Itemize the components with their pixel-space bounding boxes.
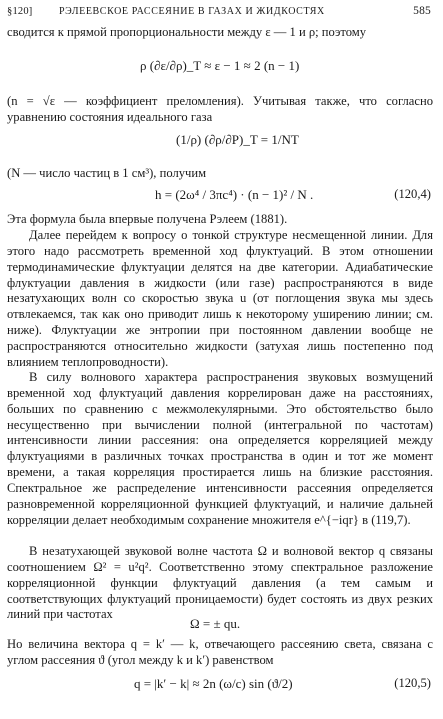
equation-1: ρ (∂ε/∂ρ)_T ≈ ε − 1 ≈ 2 (n − 1) <box>140 58 300 73</box>
paragraph-refraction: (n = √ε — коэффициент преломления). Учитывая также, что согласно уравнению состояния идеального газа <box>7 94 433 124</box>
paragraph-scattering-vector: Но величина вектора q = k′ — k, отвечающего рассеянию света, связана с углом рассеяния ϑ (угол между k и k′) равенством <box>7 637 433 667</box>
page-number: 585 <box>413 5 431 17</box>
chapter-title: РЭЛЕЕВСКОЕ РАССЕЯНИЕ В ГАЗАХ И ЖИДКОСТЯХ <box>59 6 325 17</box>
paragraph-line-1: сводится к прямой пропорциональности между ε — 1 и ρ; поэтому <box>7 25 367 39</box>
section-mark: §120] <box>7 6 33 17</box>
paragraph-fine-structure: Далее перейдем к вопросу о тонкой структуре несмещенной линии. Для этого надо рассмотреть временной ход флуктуаций. В этом отношении термодинамические флуктуации делятся на две категории. Адиабатические флуктуации давления в жидкости (или газе) распространяются в виде незатухающих волн со скоростью звука u (от поглощения звука мы здесь отвлекаемся, так как оно приводит лишь к некоторому уширению линии; см. ниже). Флуктуации же энтропии при постоянном давлении вообще не распространяются относительно жидкости (затухая лишь постепенно под влиянием теплопроводности). <box>7 228 433 369</box>
equation-3-number: (120,4) <box>394 187 431 201</box>
paragraph-wave-character: В силу волнового характера распространения звуковых возмущений временной ход флуктуаций давления коррелирован даже на расстояниях, больших по сравнению с межмолекулярными. Это обстоятельство было несущественно при вычислении полной (интегральной по частотам) интенсивности линии рассеяния: она определяется корреляцией между флуктуациями в различных точках пространства в один и тот же момент времени, а такая корреляция простирается лишь на близкие расстояния. Спектральное же распределение интенсивности рассеяния определяется разновременной корреляционной функцией флуктуаций, и наличие дальней корреляции делает необходимым сохранение множителя e^{−iqr} в (119,7). <box>7 370 433 527</box>
equation-4: Ω = ± qu. <box>190 616 241 631</box>
equation-2: (1/ρ) (∂ρ/∂P)_T = 1/NT <box>176 132 299 147</box>
paragraph-rayleigh: Эта формула была впервые получена Рэлеем (1881). <box>7 212 288 226</box>
paragraph-particle-count: (N — число частиц в 1 см³), получим <box>7 166 207 180</box>
equation-5-number: (120,5) <box>394 676 431 690</box>
paragraph-sound-wave: В незатухающей звуковой волне частота Ω и волновой вектор q связаны соотношением Ω² = u²q². Соответственно этому спектральное разложение корреляционной функции флуктуаций давления (а тем самым и соответствующих флуктуаций проницаемости) будет состоять из двух резких линий при частотах <box>7 544 433 622</box>
equation-5: q = |k′ − k| ≈ 2n (ω/c) sin (ϑ/2) <box>134 676 293 691</box>
running-header <box>7 4 431 22</box>
equation-3: h = (2ω⁴ / 3πc⁴) · (n − 1)² / N . <box>155 187 314 202</box>
